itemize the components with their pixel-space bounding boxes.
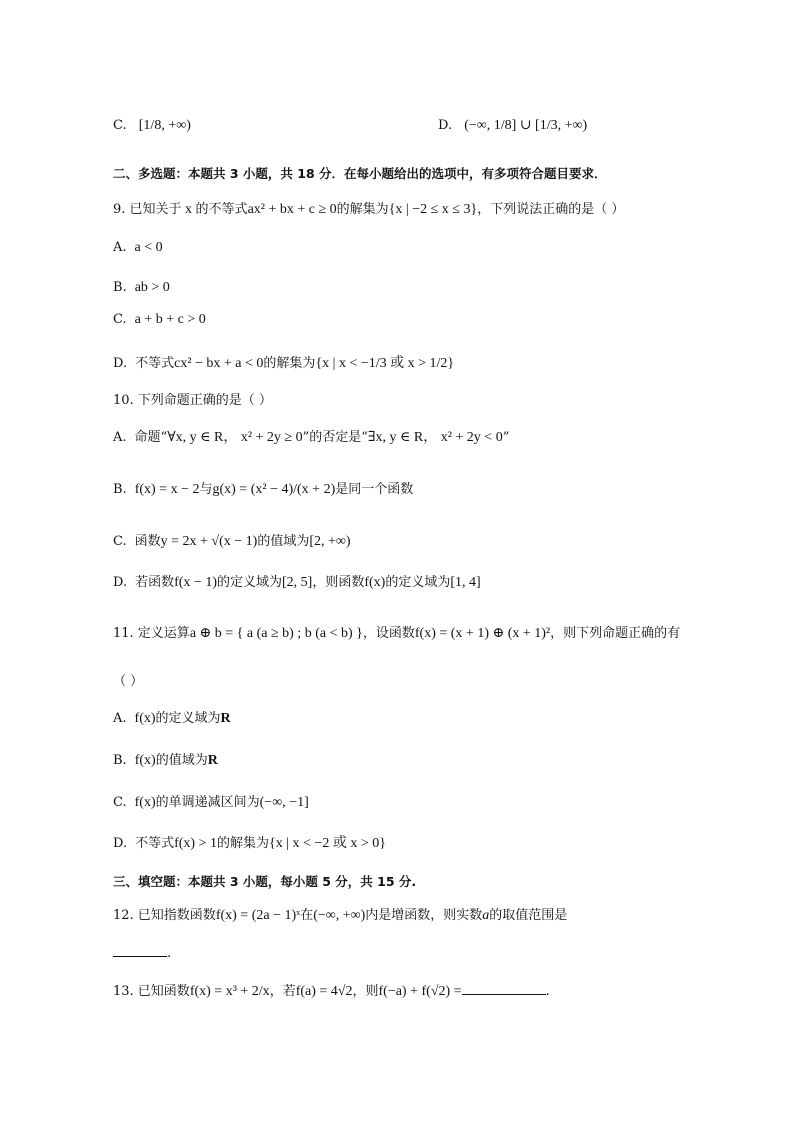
option-text: ”的否定是“ xyxy=(302,430,368,445)
stem-math: ax² + bx + c ≥ 0 xyxy=(247,202,337,217)
question-11-stem xyxy=(113,626,680,643)
option-math: g(x) = (x² − 4)/(x + 2) xyxy=(212,482,336,497)
option-math: [1, 4] xyxy=(450,575,481,590)
stem-math: (−∞, +∞) xyxy=(313,908,366,923)
stem-text: ，则下列命题正确的有 xyxy=(550,626,681,641)
option-math: a < 0 xyxy=(134,240,163,255)
option-text: 的定义域为 xyxy=(385,575,451,590)
stem-text: ，设函数 xyxy=(362,626,415,641)
q9-option-a[interactable] xyxy=(113,240,163,257)
option-label: B. xyxy=(113,280,127,295)
stem-text: 13. 已知函数 xyxy=(113,984,190,999)
stem-math: {x | −2 ≤ x ≤ 3} xyxy=(388,202,478,217)
stem-text: 的不等式 xyxy=(195,202,248,217)
option-label: D. xyxy=(113,575,128,590)
stem-math: a xyxy=(482,908,490,923)
answer-blank[interactable] xyxy=(462,982,546,995)
option-label: D. xyxy=(113,356,128,371)
answer-tail: . xyxy=(545,984,550,999)
answer-tail: . xyxy=(167,946,172,961)
option-label: C. xyxy=(113,312,127,327)
stem-text: ，则 xyxy=(352,984,379,999)
q8-option-c[interactable] xyxy=(113,118,191,135)
option-math: {x | x < −2 或 x > 0} xyxy=(269,836,386,851)
answer-blank[interactable] xyxy=(113,946,167,957)
option-label: A. xyxy=(113,240,127,255)
q10-option-b[interactable] xyxy=(113,482,413,499)
option-text: 若函数 xyxy=(135,575,175,590)
option-text: 命题“ xyxy=(134,430,168,445)
section-heading-fill-in: 三、填空题：本题共 3 小题，每小题 5 分，共 15 分. xyxy=(113,874,417,889)
option-label: C. xyxy=(113,795,127,810)
stem-math: f(x) = (x + 1) ⊕ (x + 1)² xyxy=(414,626,551,641)
question-12-stem xyxy=(113,908,567,925)
option-label: A. xyxy=(113,430,127,445)
option-math: ∃x, y ∈ R， x² + 2y < 0 xyxy=(367,430,503,445)
question-11-paren: （ ） xyxy=(113,674,144,689)
option-label: B. xyxy=(113,482,127,497)
option-text: 是同一个函数 xyxy=(335,482,414,497)
option-math: (−∞, −1] xyxy=(259,795,309,810)
option-math: f(x) xyxy=(134,753,156,768)
option-math: R xyxy=(220,711,231,726)
option-math: [1/8, +∞) xyxy=(138,118,191,133)
stem-text: ，下列说法正确的是（ ） xyxy=(477,202,625,217)
option-text: 与 xyxy=(199,482,213,497)
q8-option-d[interactable] xyxy=(438,118,587,135)
q10-option-d[interactable] xyxy=(113,575,481,592)
option-math: ab > 0 xyxy=(134,280,170,295)
q11-option-b[interactable] xyxy=(113,753,218,770)
option-text: 的定义域为 xyxy=(155,711,221,726)
q11-option-a[interactable] xyxy=(113,711,231,728)
stem-math: f(−a) + f(√2) = xyxy=(378,984,462,999)
option-label: C. xyxy=(113,534,127,549)
option-math: f(x) xyxy=(134,795,156,810)
stem-text: 12. 已知指数函数 xyxy=(113,908,216,923)
option-text: 不等式 xyxy=(135,836,175,851)
question-10-stem: 10. 下列命题正确的是（ ） xyxy=(113,393,272,408)
option-math: f(x) xyxy=(134,711,156,726)
question-9-stem xyxy=(113,202,624,219)
section-heading-multiple-choice: 二、多选题：本题共 3 小题，共 18 分．在每小题给出的选项中，有多项符合题目要求． xyxy=(113,166,607,181)
stem-text: 11. 定义运算 xyxy=(113,626,190,641)
stem-text: 的取值范围是 xyxy=(489,908,568,923)
option-math: [2, 5] xyxy=(282,575,313,590)
option-text: ” xyxy=(502,430,510,445)
option-math: f(x) xyxy=(364,575,386,590)
option-text: 的单调递减区间为 xyxy=(155,795,260,810)
option-text: 的值域为 xyxy=(257,534,310,549)
option-math: cx² − bx + a < 0 xyxy=(174,356,264,371)
option-math: [2, +∞) xyxy=(309,534,351,549)
stem-math: f(a) = 4√2 xyxy=(295,984,353,999)
option-text: 的定义域为 xyxy=(217,575,283,590)
stem-text: 在 xyxy=(300,908,314,923)
option-math: f(x − 1) xyxy=(174,575,217,590)
q11-option-d[interactable] xyxy=(113,836,386,853)
stem-math: a ⊕ b = { a (a ≥ b) ; b (a < b) } xyxy=(189,626,363,641)
option-label: B. xyxy=(113,753,127,768)
option-math: {x | x < −1/3 或 x > 1/2} xyxy=(315,356,455,371)
q10-option-c[interactable] xyxy=(113,534,351,551)
stem-math: f(x) = x³ + 2/x xyxy=(189,984,270,999)
q12-answer-line[interactable] xyxy=(113,946,171,962)
option-text: 的值域为 xyxy=(155,753,208,768)
option-math: ∀x, y ∈ R， x² + 2y ≥ 0 xyxy=(167,430,303,445)
stem-text: 内是增函数，则实数 xyxy=(365,908,483,923)
option-math: R xyxy=(207,753,218,768)
stem-math: x xyxy=(181,202,196,217)
option-math: f(x) > 1 xyxy=(174,836,217,851)
option-label: D. xyxy=(438,118,453,133)
option-math: y = 2x + √(x − 1) xyxy=(160,534,258,549)
q9-option-b[interactable] xyxy=(113,280,170,297)
q10-option-a[interactable] xyxy=(113,430,509,447)
option-text: 的解集为 xyxy=(217,836,270,851)
option-text: 的解集为 xyxy=(263,356,316,371)
q9-option-d[interactable] xyxy=(113,356,454,373)
stem-text: 9. 已知关于 xyxy=(113,202,182,217)
option-label: A. xyxy=(113,711,127,726)
stem-text: ，若 xyxy=(269,984,296,999)
option-text: 不等式 xyxy=(135,356,175,371)
option-math: f(x) = x − 2 xyxy=(134,482,200,497)
stem-math: f(x) = (2a − 1)ˣ xyxy=(215,908,301,923)
option-text: ，则函数 xyxy=(312,575,365,590)
stem-text: 的解集为 xyxy=(336,202,389,217)
option-label: C. xyxy=(113,118,127,133)
option-label: D. xyxy=(113,836,128,851)
q11-option-c[interactable] xyxy=(113,795,309,812)
q9-option-c[interactable] xyxy=(113,312,206,329)
option-math: (−∞, 1/8] ∪ [1/3, +∞) xyxy=(464,118,588,133)
question-13-stem xyxy=(113,982,550,1001)
option-math: a + b + c > 0 xyxy=(134,312,206,327)
option-text: 函数 xyxy=(134,534,161,549)
